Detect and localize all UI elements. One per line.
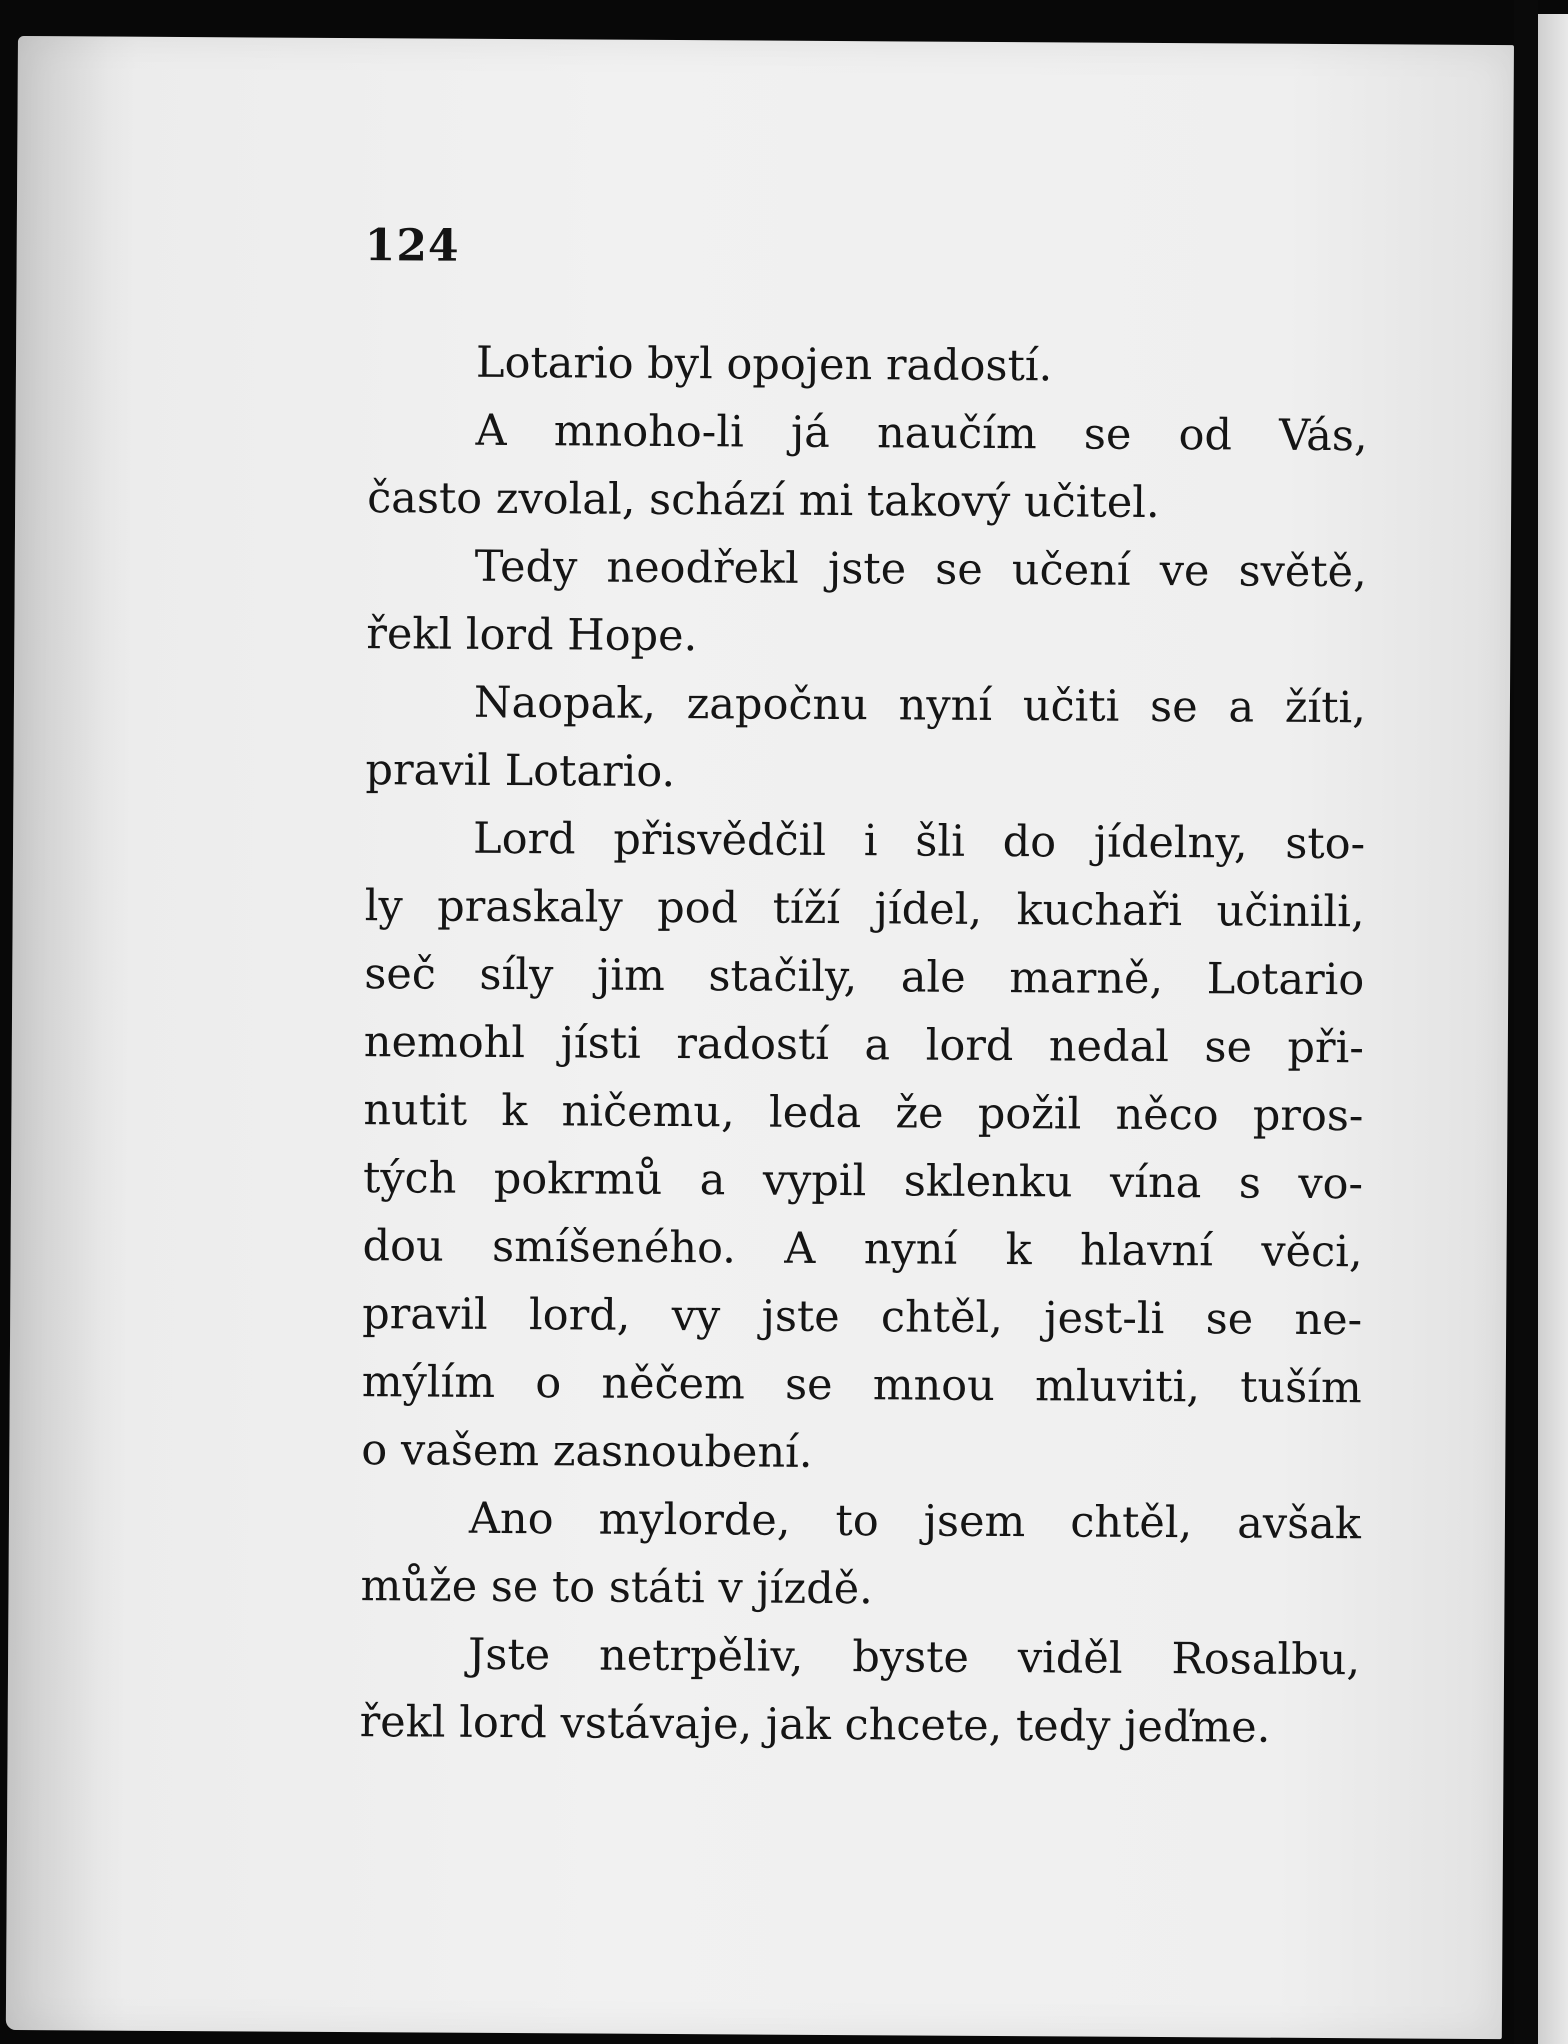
text-line: dou smíšeného. A nyní k hlavní věci,: [362, 1221, 1363, 1278]
text-line: o vašem zasnoubení.: [361, 1425, 813, 1478]
text-line: Naopak, započnu nyní učiti se a žíti,: [473, 677, 1367, 734]
text-line: nutit k ničemu, leda že požil něco pros-: [363, 1085, 1364, 1142]
text-line: A mnoho-li já naučím se od Vás,: [475, 405, 1368, 462]
next-page-edge: [1538, 14, 1568, 2044]
text-line: Lotario byl opojen radostí.: [475, 337, 1053, 392]
text-line: ly praskaly pod tíží jídel, kuchaři učinili,: [364, 881, 1365, 938]
text-line: seč síly jim stačily, ale marně, Lotario: [364, 949, 1365, 1006]
text-line: pravil lord, vy jste chtěl, jest-li se ne-: [362, 1289, 1363, 1346]
text-line: může se to státi v jízdě.: [360, 1561, 873, 1615]
text-line: pravil Lotario.: [365, 745, 676, 798]
text-line: často zvolal, schází mi takový učitel.: [367, 473, 1160, 528]
body-text: [359, 328, 1368, 1762]
text-line: Lord přisvědčil i šli do jídelny, sto-: [472, 813, 1366, 870]
page-number: 124: [364, 220, 460, 272]
text-line: mýlím o něčem se mnou mluviti, tuším: [361, 1357, 1362, 1414]
text-line: nemohl jísti radostí a lord nedal se při-: [363, 1017, 1364, 1074]
text-line: Jste netrpěliv, byste viděl Rosalbu,: [467, 1629, 1361, 1686]
paper-page: [6, 36, 1514, 2039]
text-line: řekl lord Hope.: [366, 609, 698, 662]
text-line: řekl lord vstávaje, jak chcete, tedy jeďme.: [359, 1697, 1271, 1753]
text-line: Tedy neodřekl jste se učení ve světě,: [474, 541, 1367, 598]
text-line: tých pokrmů a vypil sklenku vína s vo-: [362, 1153, 1364, 1210]
text-line: Ano mylorde, to jsem chtěl, avšak: [468, 1493, 1362, 1550]
book-gutter-shadow: [1514, 0, 1538, 2044]
